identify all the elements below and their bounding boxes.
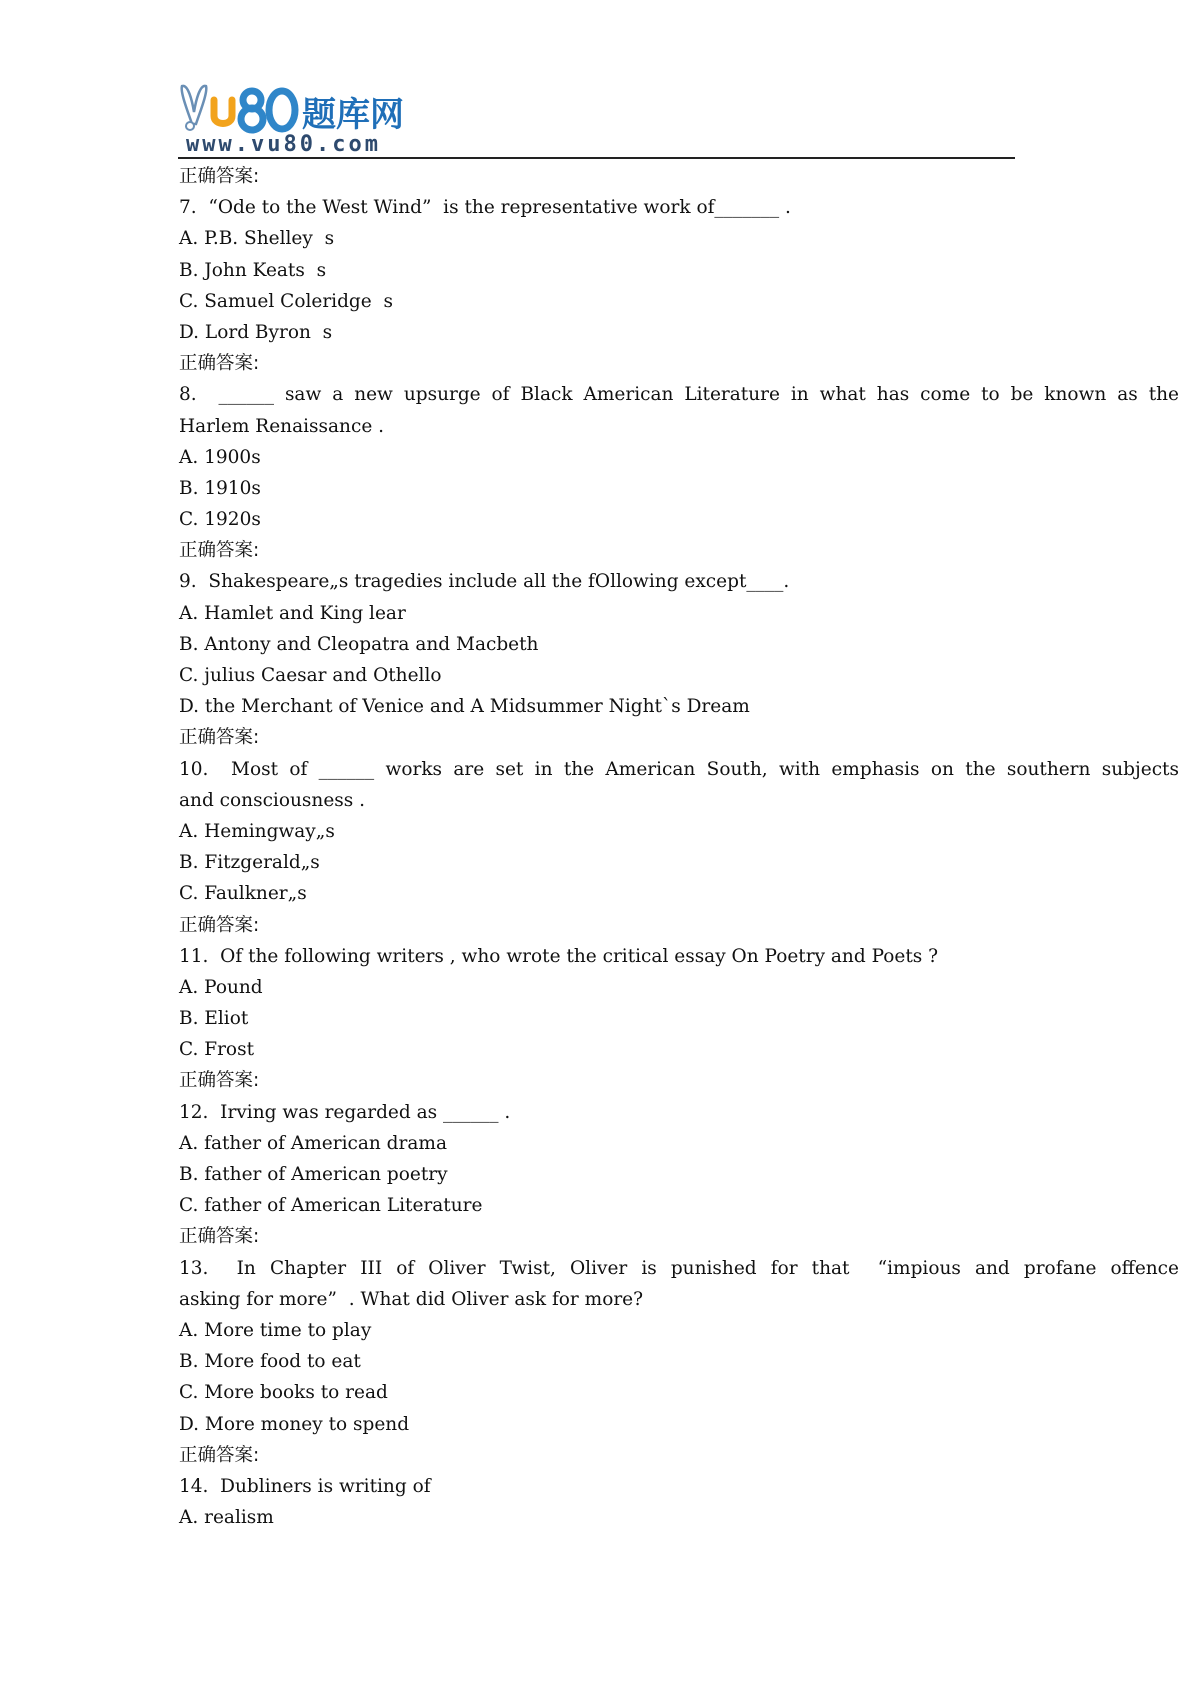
svg-text:题库网: 题库网: [302, 95, 404, 135]
answer-option: B. father of American poetry: [179, 1164, 448, 1185]
answer-option: C. Faulkner„s: [179, 883, 307, 905]
answer-label: 正确答案:: [179, 1226, 260, 1248]
answer-option: A. Hemingway„s: [179, 820, 335, 842]
answer-label: 正确答案:: [179, 166, 260, 187]
answer-option: C. Samuel Coleridge s: [179, 290, 393, 312]
question-text: and consciousness .: [179, 789, 366, 811]
header-divider: [178, 157, 1015, 159]
answer-option: A. realism: [179, 1507, 274, 1529]
answer-option: B. More food to eat: [179, 1351, 361, 1373]
rabbit-logo-icon: [178, 82, 428, 136]
question-text: asking for more” . What did Oliver ask for more?: [179, 1288, 644, 1310]
question-text: 12. Irving was regarded as ______ .: [179, 1101, 511, 1123]
answer-option: B. Fitzgerald„s: [179, 852, 320, 874]
question-text: 8. ______ saw a new upsurge of Black American Literature in what has come to be known as the: [179, 384, 1179, 406]
question-text: 7. “Ode to the West Wind” is the representative work of_______ .: [179, 197, 791, 219]
answer-option: D. Lord Byron s: [179, 321, 333, 343]
answer-option: C. More books to read: [179, 1382, 388, 1404]
answer-label: 正确答案:: [179, 540, 260, 562]
answer-option: A. P.B. Shelley s: [179, 228, 335, 250]
answer-option: C. Frost: [179, 1039, 255, 1061]
question-list: [179, 161, 1179, 1533]
answer-option: D. More money to spend: [179, 1413, 410, 1435]
answer-option: C. julius Caesar and Othello: [179, 665, 442, 686]
question-text: Harlem Renaissance .: [179, 415, 385, 437]
answer-option: D. the Merchant of Venice and A Midsummer Night`s Dream: [179, 696, 750, 718]
answer-label: 正确答案:: [179, 353, 260, 375]
answer-option: B. Antony and Cleopatra and Macbeth: [179, 633, 539, 655]
answer-label: 正确答案:: [179, 727, 260, 749]
answer-label: 正确答案:: [179, 1070, 260, 1092]
logo-url-text: www.vu80.com: [186, 132, 381, 157]
answer-option: A. father of American drama: [179, 1132, 447, 1154]
answer-option: B. 1910s: [179, 477, 261, 499]
answer-option: A. 1900s: [179, 446, 261, 468]
answer-option: A. Hamlet and King lear: [179, 602, 406, 624]
answer-label: 正确答案:: [179, 914, 260, 936]
answer-option: C. 1920s: [179, 509, 261, 531]
answer-option: A. More time to play: [179, 1319, 372, 1341]
answer-option: B. John Keats s: [179, 259, 327, 281]
question-text: 10. Most of ______ works are set in the American South, with emphasis on the southern subjects: [179, 758, 1179, 780]
answer-option: A. Pound: [179, 976, 263, 998]
question-text: 13. In Chapter III of Oliver Twist, Oliver is punished for that “impious and profane offence: [179, 1257, 1179, 1279]
question-text: 11. Of the following writers , who wrote the critical essay On Poetry and Poets ?: [179, 945, 939, 967]
question-text: 9. Shakespeare„s tragedies include all the fOllowing except____.: [179, 571, 790, 593]
question-text: 14. Dubliners is writing of: [179, 1475, 431, 1497]
answer-option: C. father of American Literature: [179, 1195, 483, 1217]
answer-label: 正确答案:: [179, 1444, 260, 1466]
answer-option: B. Eliot: [179, 1008, 249, 1030]
